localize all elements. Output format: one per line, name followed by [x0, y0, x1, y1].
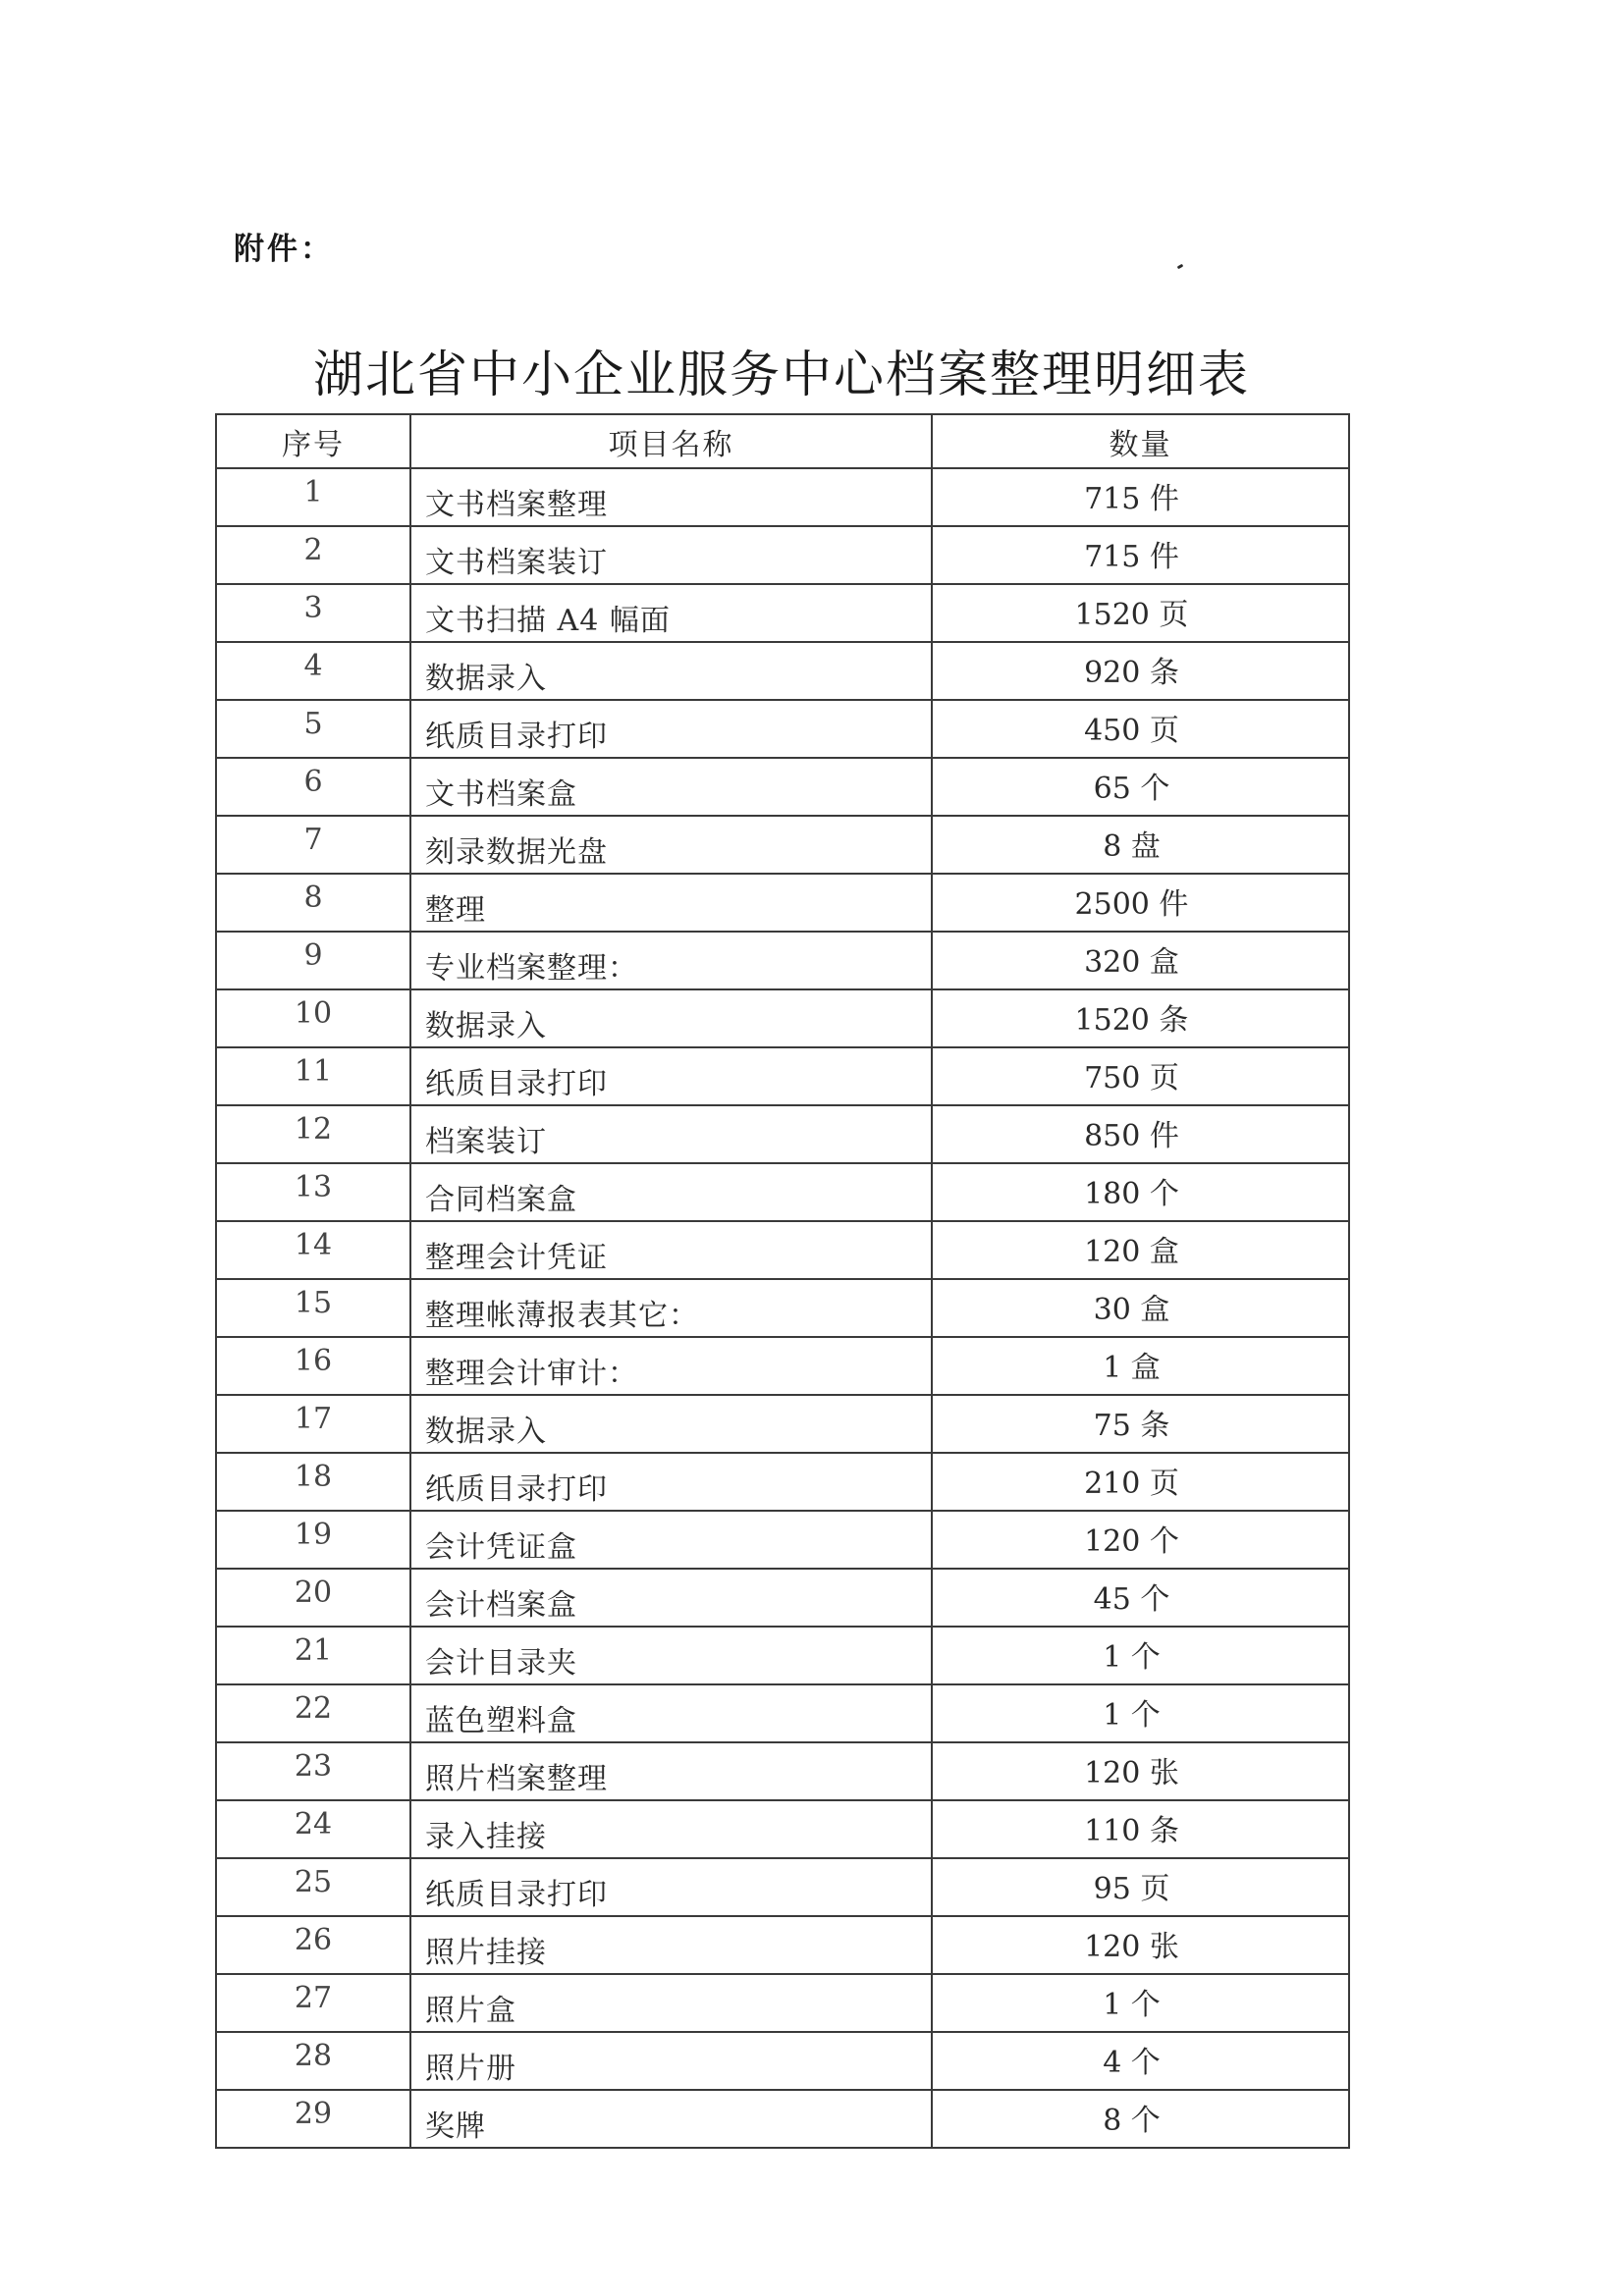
quantity-cell: 180 个	[932, 1163, 1349, 1221]
table-header-row	[216, 414, 1349, 468]
serial-number-cell: 6	[216, 758, 410, 816]
table-row	[216, 1337, 1349, 1395]
quantity-cell: 1 个	[932, 1974, 1349, 2032]
serial-number-cell: 20	[216, 1569, 410, 1627]
table-row	[216, 1627, 1349, 1684]
table-row	[216, 1163, 1349, 1221]
header-item-name: 项目名称	[410, 414, 932, 468]
item-name-cell: 文书档案整理	[410, 468, 932, 526]
table-row	[216, 932, 1349, 989]
quantity-cell: 320 盒	[932, 932, 1349, 989]
table-row	[216, 2090, 1349, 2148]
table-row	[216, 1800, 1349, 1858]
table-row	[216, 1453, 1349, 1511]
attachment-label: 附件：	[234, 232, 334, 267]
serial-number-cell: 26	[216, 1916, 410, 1974]
item-name-cell: 纸质目录打印	[410, 1453, 932, 1511]
item-name-cell: 照片档案整理	[410, 1742, 932, 1800]
serial-number-cell: 18	[216, 1453, 410, 1511]
quantity-cell: 715 件	[932, 526, 1349, 584]
quantity-cell: 8 盘	[932, 816, 1349, 874]
item-name-cell: 会计目录夹	[410, 1627, 932, 1684]
serial-number-cell: 7	[216, 816, 410, 874]
table-row	[216, 526, 1349, 584]
quantity-cell: 120 张	[932, 1916, 1349, 1974]
serial-number-cell: 12	[216, 1105, 410, 1163]
quantity-cell: 1520 条	[932, 989, 1349, 1047]
item-name-cell: 合同档案盒	[410, 1163, 932, 1221]
table-row	[216, 700, 1349, 758]
table-row	[216, 816, 1349, 874]
serial-number-cell: 15	[216, 1279, 410, 1337]
serial-number-cell: 19	[216, 1511, 410, 1569]
item-name-cell: 整理会计凭证	[410, 1221, 932, 1279]
quantity-cell: 30 盒	[932, 1279, 1349, 1337]
serial-number-cell: 11	[216, 1047, 410, 1105]
archive-detail-table	[215, 413, 1350, 2149]
item-name-cell: 纸质目录打印	[410, 700, 932, 758]
quantity-cell: 750 页	[932, 1047, 1349, 1105]
table-row	[216, 1047, 1349, 1105]
serial-number-cell: 4	[216, 642, 410, 700]
table-row	[216, 989, 1349, 1047]
item-name-cell: 奖牌	[410, 2090, 932, 2148]
serial-number-cell: 9	[216, 932, 410, 989]
item-name-cell: 文书扫描 A4 幅面	[410, 584, 932, 642]
item-name-cell: 整理帐薄报表其它：	[410, 1279, 932, 1337]
quantity-cell: 120 盒	[932, 1221, 1349, 1279]
item-name-cell: 纸质目录打印	[410, 1858, 932, 1916]
item-name-cell: 数据录入	[410, 642, 932, 700]
header-serial-number: 序号	[216, 414, 410, 468]
quantity-cell: 1 个	[932, 1627, 1349, 1684]
table-row	[216, 1511, 1349, 1569]
serial-number-cell: 22	[216, 1684, 410, 1742]
table-row	[216, 874, 1349, 932]
quantity-cell: 120 张	[932, 1742, 1349, 1800]
serial-number-cell: 10	[216, 989, 410, 1047]
table-row	[216, 1105, 1349, 1163]
table-row	[216, 642, 1349, 700]
table-row	[216, 1684, 1349, 1742]
serial-number-cell: 28	[216, 2032, 410, 2090]
quantity-cell: 1 个	[932, 1684, 1349, 1742]
item-name-cell: 照片册	[410, 2032, 932, 2090]
item-name-cell: 数据录入	[410, 989, 932, 1047]
quantity-cell: 1 盒	[932, 1337, 1349, 1395]
item-name-cell: 会计凭证盒	[410, 1511, 932, 1569]
quantity-cell: 120 个	[932, 1511, 1349, 1569]
serial-number-cell: 21	[216, 1627, 410, 1684]
item-name-cell: 录入挂接	[410, 1800, 932, 1858]
item-name-cell: 文书档案盒	[410, 758, 932, 816]
serial-number-cell: 23	[216, 1742, 410, 1800]
serial-number-cell: 27	[216, 1974, 410, 2032]
quantity-cell: 45 个	[932, 1569, 1349, 1627]
table-row	[216, 1916, 1349, 1974]
item-name-cell: 整理	[410, 874, 932, 932]
quantity-cell: 95 页	[932, 1858, 1349, 1916]
quantity-cell: 715 件	[932, 468, 1349, 526]
table-row	[216, 1858, 1349, 1916]
serial-number-cell: 14	[216, 1221, 410, 1279]
serial-number-cell: 3	[216, 584, 410, 642]
quantity-cell: 65 个	[932, 758, 1349, 816]
serial-number-cell: 29	[216, 2090, 410, 2148]
table-body	[216, 468, 1349, 2148]
item-name-cell: 专业档案整理：	[410, 932, 932, 989]
quantity-cell: 920 条	[932, 642, 1349, 700]
item-name-cell: 照片盒	[410, 1974, 932, 2032]
table-row	[216, 1742, 1349, 1800]
item-name-cell: 会计档案盒	[410, 1569, 932, 1627]
item-name-cell: 蓝色塑料盒	[410, 1684, 932, 1742]
serial-number-cell: 2	[216, 526, 410, 584]
table-row	[216, 1279, 1349, 1337]
table-row	[216, 1221, 1349, 1279]
serial-number-cell: 24	[216, 1800, 410, 1858]
table-row	[216, 758, 1349, 816]
item-name-cell: 照片挂接	[410, 1916, 932, 1974]
serial-number-cell: 5	[216, 700, 410, 758]
quantity-cell: 850 件	[932, 1105, 1349, 1163]
quantity-cell: 450 页	[932, 700, 1349, 758]
serial-number-cell: 25	[216, 1858, 410, 1916]
table-row	[216, 1395, 1349, 1453]
quantity-cell: 2500 件	[932, 874, 1349, 932]
quantity-cell: 1520 页	[932, 584, 1349, 642]
quantity-cell: 110 条	[932, 1800, 1349, 1858]
item-name-cell: 数据录入	[410, 1395, 932, 1453]
serial-number-cell: 8	[216, 874, 410, 932]
table-row	[216, 584, 1349, 642]
table-row	[216, 2032, 1349, 2090]
quantity-cell: 4 个	[932, 2032, 1349, 2090]
serial-number-cell: 1	[216, 468, 410, 526]
serial-number-cell: 16	[216, 1337, 410, 1395]
table-row	[216, 1569, 1349, 1627]
item-name-cell: 档案装订	[410, 1105, 932, 1163]
serial-number-cell: 17	[216, 1395, 410, 1453]
header-quantity: 数量	[932, 414, 1349, 468]
scan-speck	[1177, 264, 1184, 270]
table-row	[216, 468, 1349, 526]
document-title: 湖北省中小企业服务中心档案整理明细表	[312, 347, 1250, 404]
quantity-cell: 8 个	[932, 2090, 1349, 2148]
item-name-cell: 整理会计审计：	[410, 1337, 932, 1395]
quantity-cell: 210 页	[932, 1453, 1349, 1511]
item-name-cell: 纸质目录打印	[410, 1047, 932, 1105]
table-row	[216, 1974, 1349, 2032]
quantity-cell: 75 条	[932, 1395, 1349, 1453]
item-name-cell: 刻录数据光盘	[410, 816, 932, 874]
serial-number-cell: 13	[216, 1163, 410, 1221]
item-name-cell: 文书档案装订	[410, 526, 932, 584]
